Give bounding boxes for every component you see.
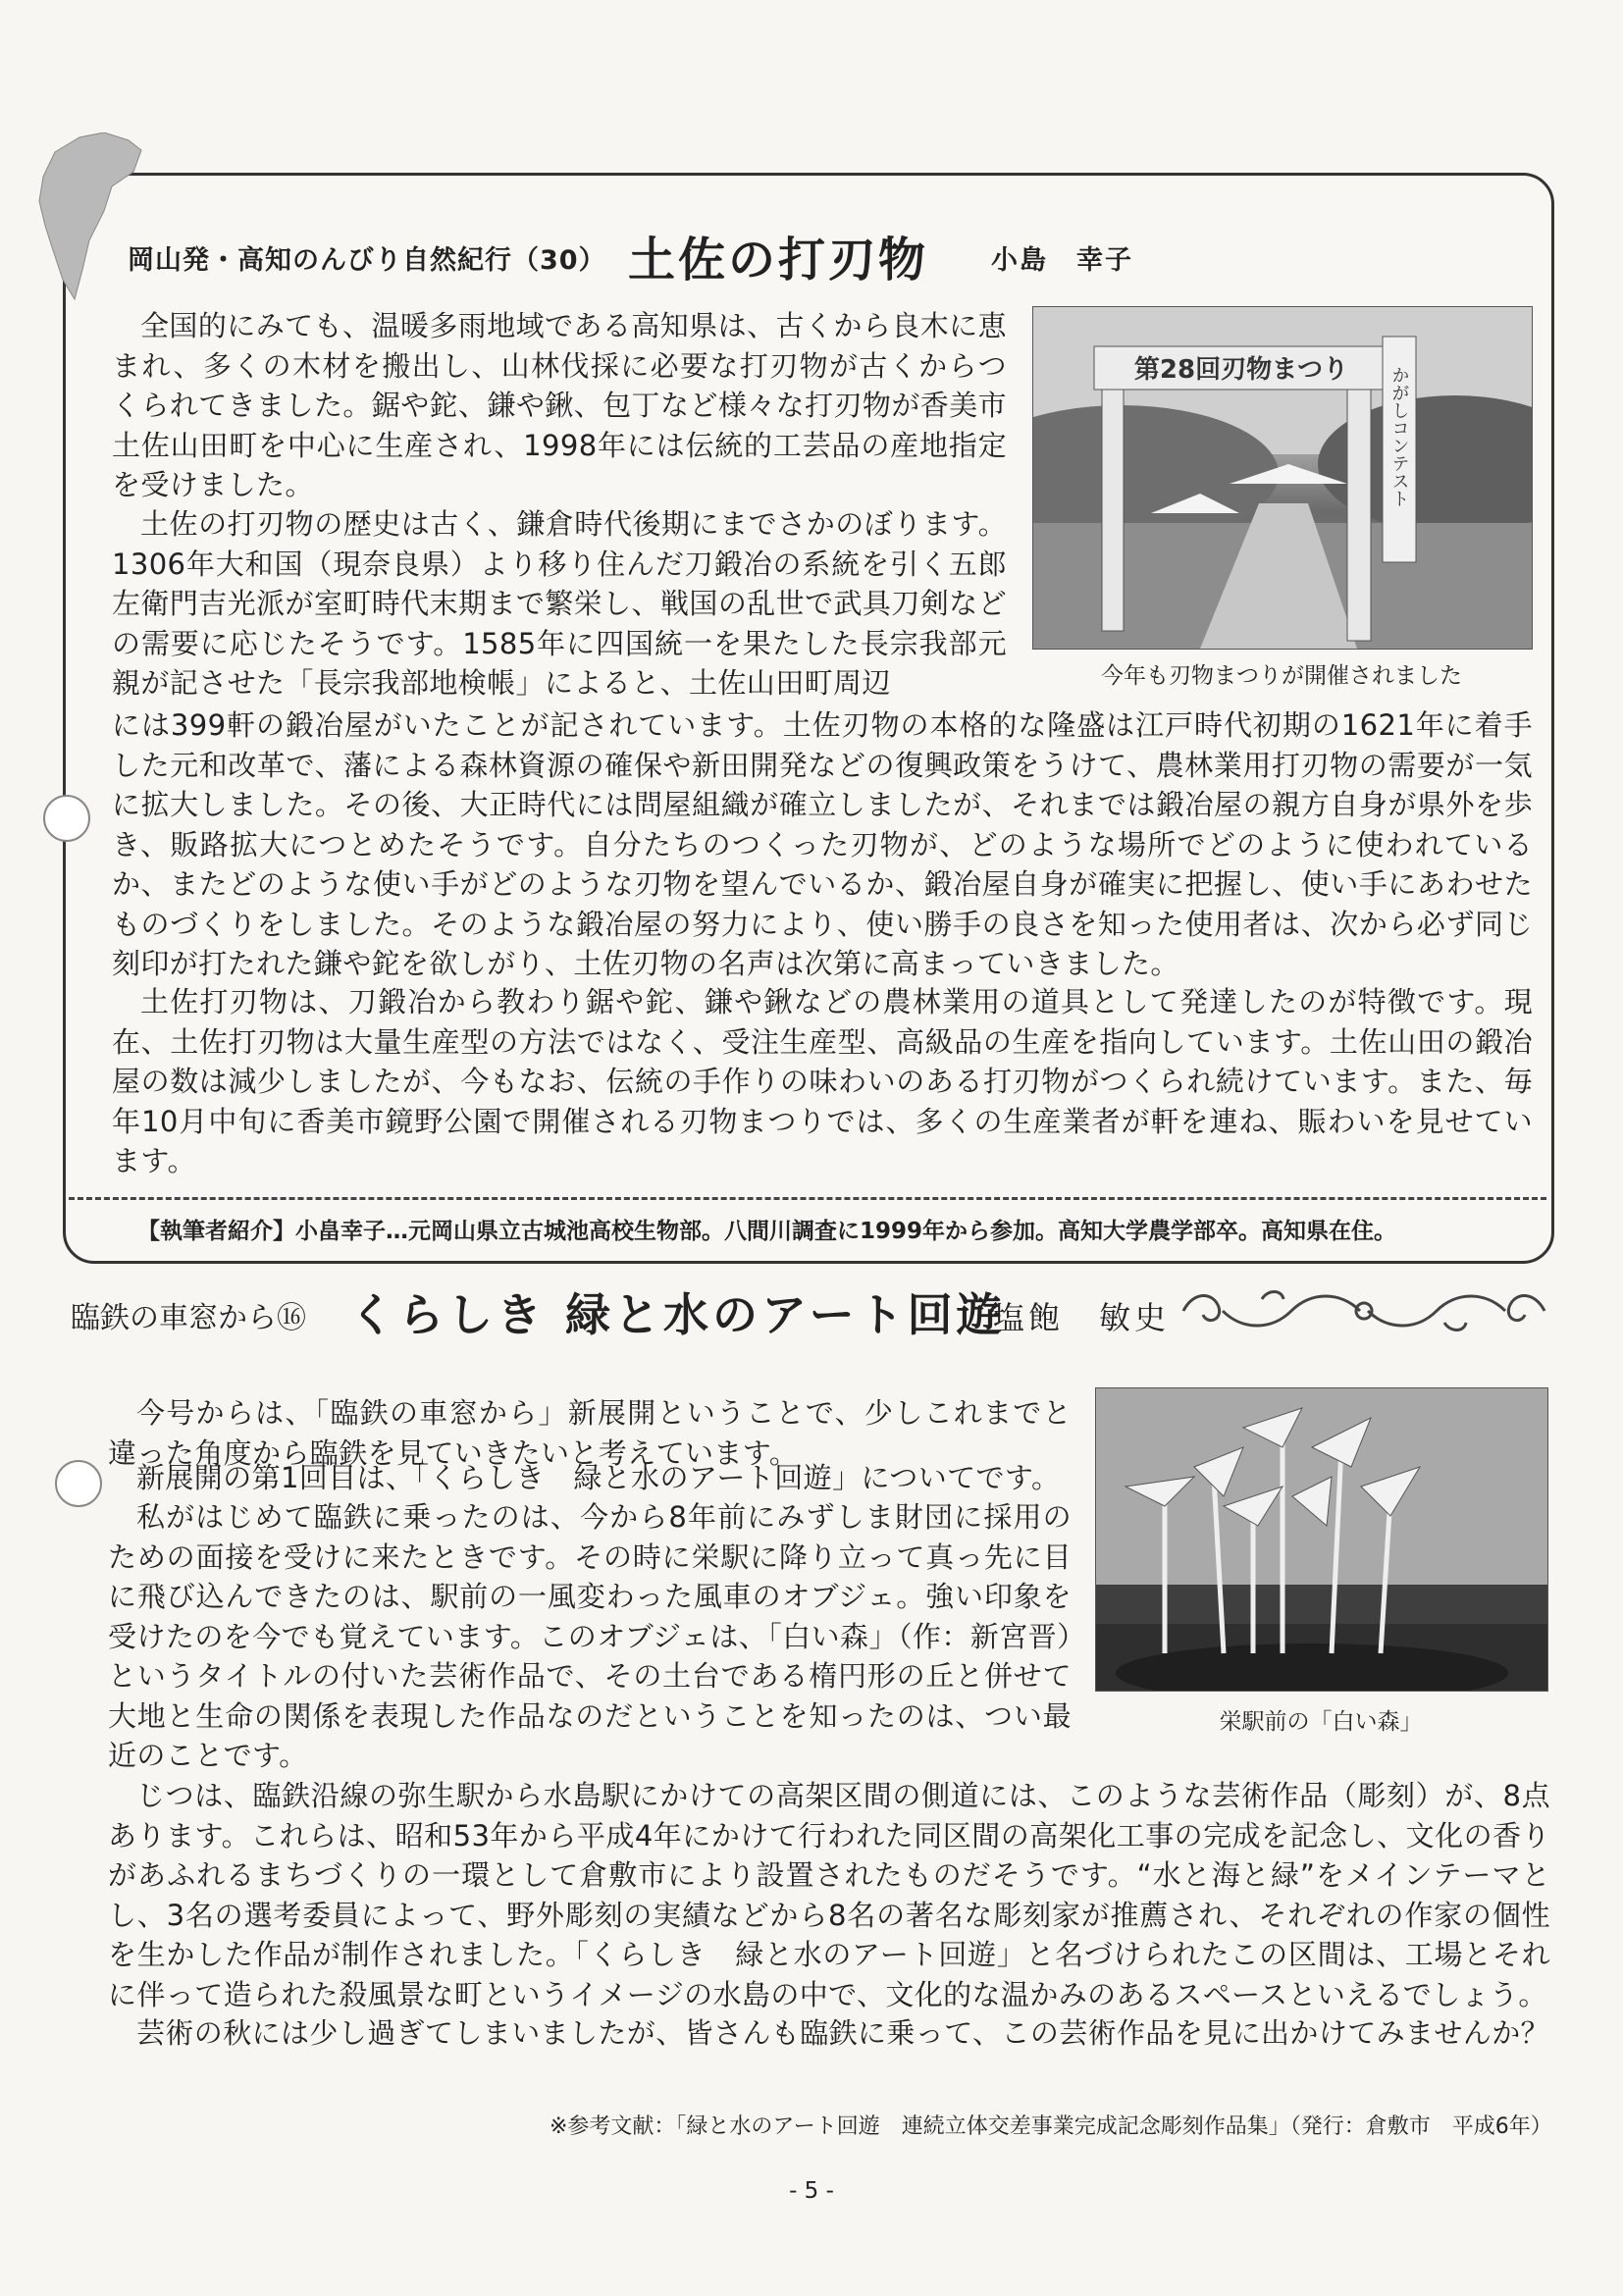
article1-paragraph: 土佐の打刃物の歴史は古く、鎌倉時代後期にまでさかのぼります。1306年大和国（現奈良県）より移り住んだ刀鍛冶の系統を引く五郎左衛門吉光派が室町時代末期まで繁栄し、戦国の乱世で武具刀剣などの需要に応じたそうです。1585年に四国統一を果たした長宗我部元親が記させた「長宗我部地検帳」によると、土佐山田町周辺: [112, 507, 1007, 700]
photo-caption: 今年も刃物まつりが開催されました: [1101, 663, 1462, 689]
article2-paragraph: 今号からは、「臨鉄の車窓から」新展開ということで、少しこれまでと違った角度から臨鉄を見ていきたいと考えています。: [108, 1396, 1072, 1470]
article2-paragraph: じつは、臨鉄沿線の弥生駅から水島駅にかけての高架区間の側道には、このような芸術作品（彫刻）が、8点あります。これらは、昭和53年から平成4年にかけて行われた同区間の高架化工事の完成を記念し、文化の香りがあふれるまちづくりの一環として倉敷市により設置されたものだそうです。“水と海と緑”をメインテーマとし、3名の選考委員によって、野外彫刻の実績などから8名の著名な彫刻家が推薦され、それぞれの作家の個性を生かした作品が制作されました。「くらしき 緑と水のアート回遊」と名づけられたこの区間は、工場とそれに伴って造られた殺風景な町というイメージの水島の中で、文化的な温かみのあるスペースといえるでしょう。: [108, 1779, 1550, 2011]
article2-paragraph: 芸術の秋には少し過ぎてしまいましたが、皆さんも臨鉄に乗って、この芸術作品を見に出かけてみませんか？: [136, 2016, 1550, 2050]
white-forest-illustration: [1096, 1388, 1547, 1691]
article1-paragraph: 全国的にみても、温暖多雨地域である高知県は、古くから良木に恵まれ、多くの木材を搬出し、山林伐採に必要な打刃物が古くからつくられてきました。鋸や鉈、鎌や鍬、包丁など様々な打刃物が香美市土佐山田町を中心に生産され、1998年には伝統的工芸品の産地指定を受けました。: [112, 309, 1007, 501]
reference-note: ※参考文献：「緑と水のアート回遊 連続立体交差事業完成記念彫刻作品集」（発行：倉敷市 平成6年）: [550, 2114, 1552, 2139]
punch-hole: [43, 795, 90, 842]
gate-sign-text: 第28回刃物まつり: [1133, 355, 1349, 385]
article1-author: 小島 幸子: [991, 245, 1133, 276]
white-forest-photo: [1095, 1387, 1548, 1692]
article1-paragraph: 土佐打刃物は、刀鍛冶から教わり鋸や鉈、鎌や鍬などの農林業用の道具として発達したのが特徴です。現在、土佐打刃物は大量生産型の方法ではなく、受注生産型、高級品の生産を指向しています。土佐山田の鍛冶屋の数は減少しましたが、今もなお、伝統の手作りの味わいのある打刃物がつくられ続けています。また、毎年10月中旬に香美市鏡野公園で開催される刃物まつりでは、多くの生産業者が軒を連ね、賑わいを見せています。: [112, 985, 1533, 1177]
festival-gate-illustration: [1033, 307, 1532, 649]
side-sign-text: かがしコンテスト: [1388, 366, 1410, 507]
author-bio: 【執筆者紹介】小畠幸子…元岡山県立古城池高校生物部。八間川調査に1999年から参加。高知大学農学部卒。高知県在住。: [137, 1219, 1397, 1244]
article2-title: くらしき 緑と水のアート回遊: [349, 1288, 1006, 1341]
page-number: - 5 -: [789, 2178, 834, 2204]
article1-series: 岡山発・高知のんびり自然紀行（30）: [128, 245, 606, 276]
article1-paragraph: には399軒の鍛冶屋がいたことが記されています。土佐刃物の本格的な隆盛は江戸時代初期の1621年に着手した元和改革で、藩による森林資源の確保や新田開発などの復興政策をうけて、農林業用打刃物の需要が一気に拡大しました。その後、大正時代には問屋組織が確立しましたが、それまでは鍛冶屋の親方自身が県外を歩き、販路拡大につとめたそうです。自分たちのつくった刃物が、どのような場所でどのように使われているか、またどのような使い手がどのような刃物を望んでいるか、鍛冶屋自身が確実に把握し、使い手にあわせたものづくりをしました。そのような鍛冶屋の努力により、使い勝手の良さを知った使用者は、次から必ず同じ刻印が打たれた鎌や鉈を欲しがり、土佐刃物の名声は次第に高まっていきました。: [112, 708, 1533, 980]
article2-author: 塩飽 敏史: [993, 1299, 1171, 1336]
article1-title: 土佐の打刃物: [628, 233, 929, 287]
punch-hole: [55, 1460, 102, 1507]
photo-caption: 栄駅前の「白い森」: [1219, 1709, 1423, 1735]
ornament-flourish-icon: [1174, 1285, 1554, 1336]
article2-paragraph: 私がはじめて臨鉄に乗ったのは、今から8年前にみずしま財団に採用のための面接を受けに来たときです。その時に栄駅に降り立って真っ先に目に飛び込んできたのは、駅前の一風変わった風車のオブジェ。強い印象を受けたのを今でも覚えています。このオブジェは、「白い森」（作：新宮晋）というタイトルの付いた芸術作品で、その土台である楕円形の丘と併せて大地と生命の関係を表現した作品なのだということを知ったのは、つい最近のことです。: [108, 1500, 1072, 1772]
festival-gate-photo: [1032, 306, 1533, 650]
article2-paragraph: 新展開の第1回目は、「くらしき 緑と水のアート回遊」についてです。: [136, 1461, 1061, 1494]
article2-series: 臨鉄の車窓から⑯: [71, 1301, 306, 1335]
kochi-map-icon: [35, 132, 143, 304]
section-divider: [69, 1197, 1546, 1200]
